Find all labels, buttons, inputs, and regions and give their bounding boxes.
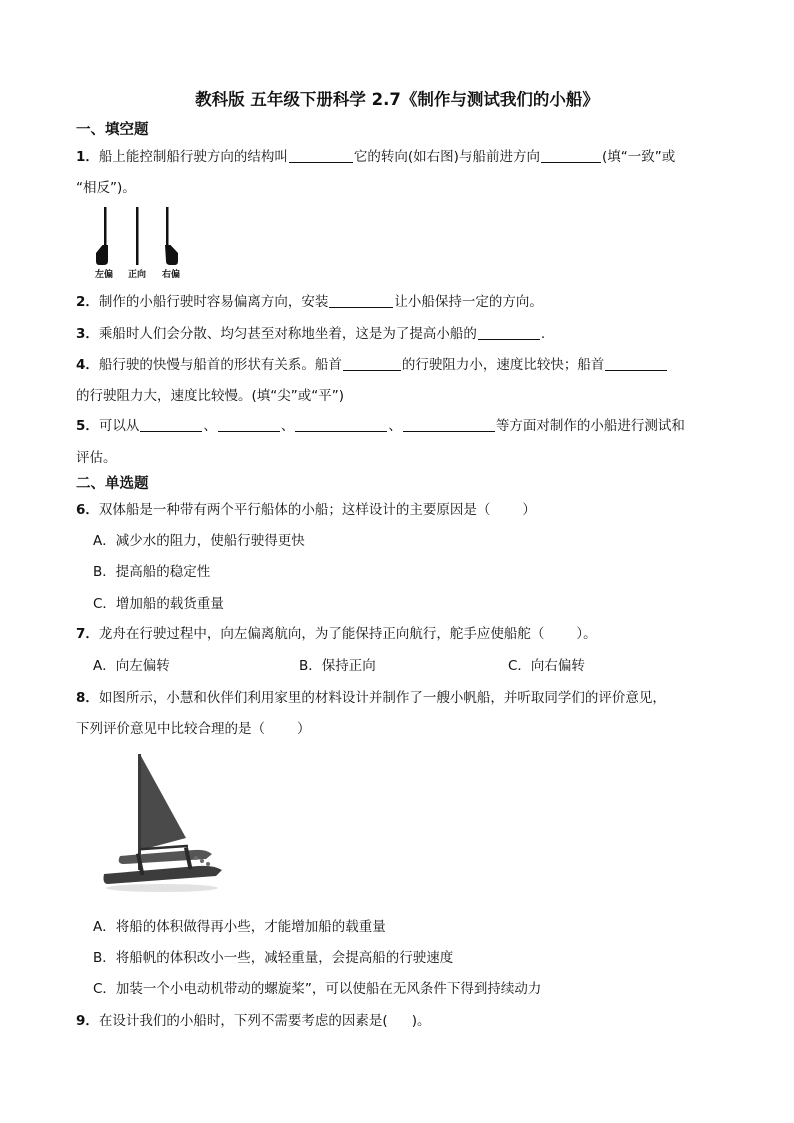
question-number: 4．: [76, 357, 99, 373]
question-number: 9．: [76, 1013, 99, 1029]
answer-blank[interactable]: [329, 293, 393, 308]
option-b[interactable]: B．保持正向: [299, 658, 376, 674]
option-a[interactable]: A．将船的体积做得再小些，才能增加船的载重量: [93, 919, 386, 935]
answer-blank[interactable]: [478, 325, 540, 340]
question-8-line-2: [76, 717, 311, 737]
question-4-text-b: 的行驶阻力小，速度比较快；船首: [401, 357, 605, 373]
question-2-text-a: 制作的小船行驶时容易偏离方向，安装: [98, 294, 329, 310]
page-title: 教科版 五年级下册科学 2.7《制作与测试我们的小船》: [195, 90, 599, 109]
answer-blank[interactable]: [218, 417, 280, 432]
rudder-direction-figure: [92, 203, 192, 283]
option-c[interactable]: C．加装一个小电动机带动的螺旋桨”，可以使船在无风条件下得到持续动力: [93, 981, 542, 997]
question-5-text-a: 可以从: [98, 418, 140, 434]
question-1-line-2: “相反”)。: [76, 180, 136, 196]
option-b[interactable]: B．将船帆的体积改小一些，减轻重量，会提高船的行驶速度: [93, 950, 454, 966]
question-5-line-2: 评估。: [76, 450, 117, 466]
question-4-text-a: 船行驶的快慢与船首的形状有关系。船首: [98, 357, 342, 373]
section-heading-single-choice: 二、单选题: [76, 476, 149, 492]
question-7-options: [0, 654, 794, 674]
question-number: 8．: [76, 690, 99, 706]
question-7-text-b: ）。: [576, 626, 597, 642]
answer-blank[interactable]: [289, 148, 353, 163]
question-number: 5．: [76, 418, 99, 434]
answer-blank[interactable]: [295, 417, 387, 432]
question-1-line-1: [76, 145, 675, 165]
question-9-text-a: 在设计我们的小船时，下列不需要考虑的因素是(: [98, 1013, 388, 1029]
answer-blank[interactable]: [605, 356, 667, 371]
question-3: [76, 322, 545, 342]
question-5-line-1: [76, 414, 685, 434]
question-9-text-b: )。: [411, 1013, 431, 1029]
question-8-text-2a: 下列评价意见中比较合理的是（: [76, 721, 265, 737]
question-number: 3．: [76, 326, 99, 342]
question-1-text-a: 船上能控制船行驶方向的结构叫: [98, 149, 288, 165]
option-a[interactable]: A．减少水的阻力，使船行驶得更快: [93, 533, 305, 549]
option-c[interactable]: C．增加船的载货重量: [93, 596, 224, 612]
question-2: [76, 290, 543, 310]
question-1-text-c: (填“一致”或: [601, 149, 676, 165]
question-9-stem: [76, 1009, 430, 1029]
option-b[interactable]: B．提高船的稳定性: [93, 564, 211, 580]
figure-label-right: 右偏: [162, 270, 181, 280]
question-number: 6．: [76, 502, 99, 518]
separator: 、: [388, 418, 402, 434]
figure-label-left: 左偏: [95, 270, 114, 280]
question-4-line-1: [76, 353, 668, 373]
sailboat-icon: [98, 750, 228, 895]
question-7-text-a: 龙舟在行驶过程中，向左偏离航向，为了能保持正向航行，舵手应使船舵（: [98, 626, 545, 642]
separator: 、: [280, 418, 295, 434]
answer-blank[interactable]: [343, 356, 401, 371]
separator: 、: [203, 418, 217, 434]
question-number: 7．: [76, 626, 99, 642]
question-7-stem: [76, 622, 597, 642]
rudder-right-icon: [165, 207, 178, 265]
rudder-left-icon: [96, 207, 108, 265]
question-8-text-1: 如图所示，小慧和伙伴们利用家里的材料设计并制作了一艘小帆船，并听取同学们的评价意见，: [98, 690, 666, 706]
question-3-text-a: 乘船时人们会分散、均匀甚至对称地坐着，这是为了提高小船的: [98, 326, 477, 342]
question-number: 2．: [76, 294, 99, 310]
question-6-stem: [76, 498, 536, 518]
question-6-text-a: 双体船是一种带有两个平行船体的小船；这样设计的主要原因是（: [98, 502, 491, 518]
answer-blank[interactable]: [140, 417, 202, 432]
answer-blank[interactable]: [541, 148, 601, 163]
question-8-line-1: [76, 686, 666, 706]
section-heading-fill-in: 一、填空题: [76, 122, 149, 138]
question-4-line-2: 的行驶阻力大，速度比较慢。(填“尖”或“平”): [76, 388, 345, 404]
question-1-text-b: 它的转向(如右图)与船前进方向: [353, 149, 540, 165]
question-3-text-b: .: [540, 326, 546, 342]
option-c[interactable]: C．向右偏转: [508, 658, 585, 674]
answer-blank[interactable]: [403, 417, 495, 432]
question-6-text-b: ）: [522, 502, 536, 518]
question-number: 1．: [76, 149, 99, 165]
rudder-straight-icon: [136, 207, 139, 265]
sailboat-photo: [98, 750, 228, 895]
question-2-text-b: 让小船保持一定的方向。: [394, 294, 543, 310]
option-a[interactable]: A．向左偏转: [93, 658, 170, 674]
figure-label-straight: 正向: [128, 270, 147, 280]
question-5-text-b: 等方面对制作的小船进行测试和: [495, 418, 685, 434]
question-8-text-2b: ）: [297, 721, 311, 737]
